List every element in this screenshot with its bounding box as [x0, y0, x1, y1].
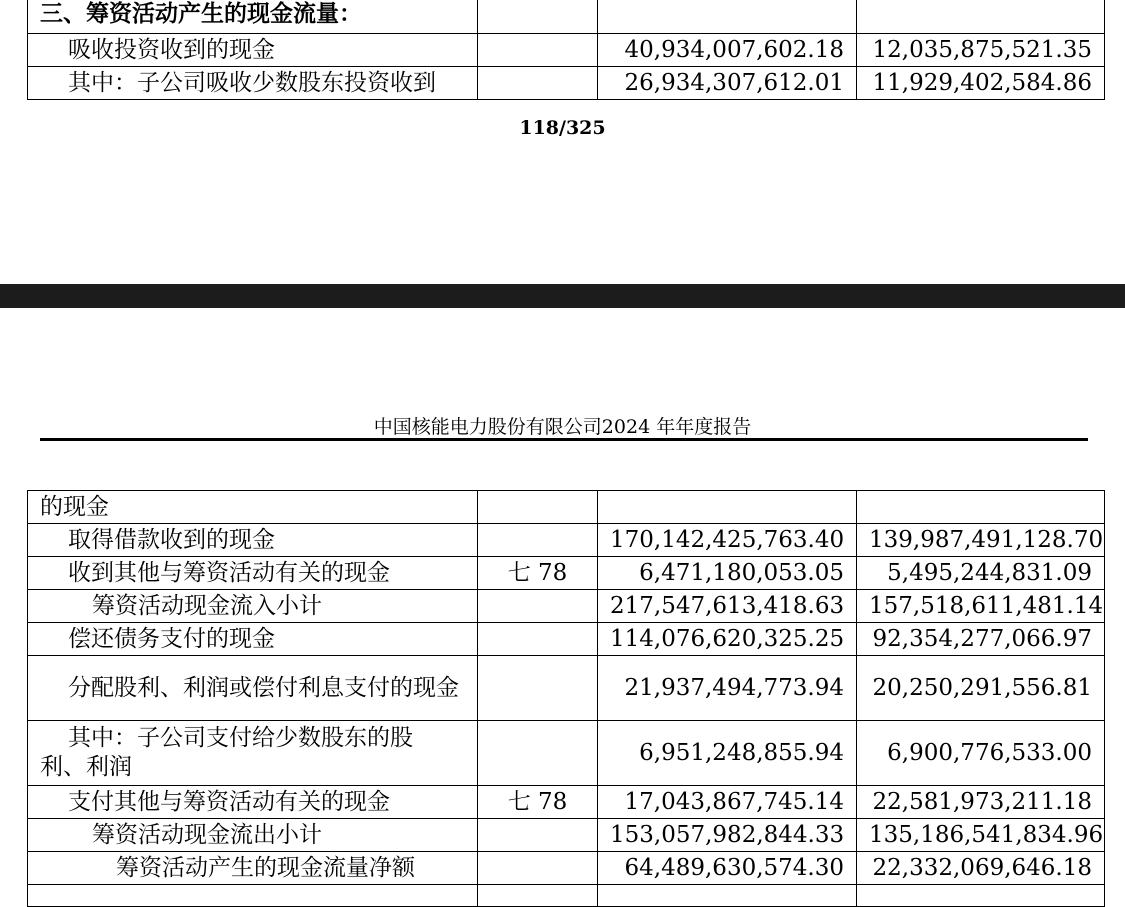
subtotal-label: 筹资活动现金流入小计 — [28, 590, 478, 623]
table-row — [28, 491, 1105, 524]
previous-amount-cell: 92,354,277,066.97 — [857, 623, 1105, 656]
current-amount-cell: 26,934,307,612.01 — [598, 67, 857, 100]
current-amount-cell: 114,076,620,325.25 — [598, 623, 857, 656]
row-label: 偿还债务支付的现金 — [28, 623, 478, 656]
previous-amount-cell — [857, 0, 1105, 34]
page-header: 中国核能电力股份有限公司2024 年年度报告 — [373, 416, 752, 438]
current-amount-cell — [598, 491, 857, 524]
table-row — [28, 67, 1105, 100]
note-cell — [478, 852, 598, 885]
previous-amount-cell: 139,987,491,128.70 — [857, 524, 1105, 557]
note-cell: 七 78 — [478, 557, 598, 590]
current-amount-cell: 6,951,248,855.94 — [598, 721, 857, 786]
row-label: 其中：子公司吸收少数股东投资收到 — [28, 67, 478, 100]
table-row — [28, 852, 1105, 885]
previous-amount-cell: 11,929,402,584.86 — [857, 67, 1105, 100]
note-cell — [478, 34, 598, 67]
note-cell: 七 78 — [478, 786, 598, 819]
current-amount-cell: 153,057,982,844.33 — [598, 819, 857, 852]
note-cell — [478, 656, 598, 721]
row-label: 吸收投资收到的现金 — [28, 34, 478, 67]
previous-amount-cell: 22,332,069,646.18 — [857, 852, 1105, 885]
current-amount-cell: 17,043,867,745.14 — [598, 786, 857, 819]
table-row — [28, 590, 1105, 623]
previous-amount-cell: 20,250,291,556.81 — [857, 656, 1105, 721]
net-total-label: 筹资活动产生的现金流量净额 — [28, 852, 478, 885]
table-row — [28, 524, 1105, 557]
current-amount-cell: 217,547,613,418.63 — [598, 590, 857, 623]
row-label: 收到其他与筹资活动有关的现金 — [28, 557, 478, 590]
page-number: 118/325 — [519, 117, 606, 139]
note-cell — [478, 819, 598, 852]
row-label: 其中：子公司支付给少数股东的股利、利润 — [28, 721, 478, 786]
table-row — [28, 656, 1105, 721]
table-row — [28, 885, 1105, 907]
page-separator — [0, 284, 1125, 308]
previous-amount-cell — [857, 885, 1105, 907]
note-cell — [478, 0, 598, 34]
table-row — [28, 819, 1105, 852]
table-row — [28, 786, 1105, 819]
row-label — [28, 885, 478, 907]
current-amount-cell: 40,934,007,602.18 — [598, 34, 857, 67]
note-cell — [478, 721, 598, 786]
current-amount-cell — [598, 0, 857, 34]
note-cell — [478, 590, 598, 623]
note-cell — [478, 623, 598, 656]
row-label: 的现金 — [28, 491, 478, 524]
current-amount-cell: 6,471,180,053.05 — [598, 557, 857, 590]
cash-flow-table-bottom — [27, 490, 1105, 907]
subtotal-label: 筹资活动现金流出小计 — [28, 819, 478, 852]
current-amount-cell: 170,142,425,763.40 — [598, 524, 857, 557]
note-cell — [478, 67, 598, 100]
header-rule — [40, 438, 1088, 441]
table-row — [28, 623, 1105, 656]
previous-amount-cell: 6,900,776,533.00 — [857, 721, 1105, 786]
table-row — [28, 0, 1105, 34]
section-heading: 三、筹资活动产生的现金流量： — [28, 0, 478, 34]
previous-amount-cell: 12,035,875,521.35 — [857, 34, 1105, 67]
row-label: 分配股利、利润或偿付利息支付的现金 — [28, 656, 478, 721]
note-cell — [478, 524, 598, 557]
previous-amount-cell: 157,518,611,481.14 — [857, 590, 1105, 623]
previous-amount-cell: 135,186,541,834.96 — [857, 819, 1105, 852]
previous-amount-cell: 5,495,244,831.09 — [857, 557, 1105, 590]
table-row — [28, 721, 1105, 786]
previous-amount-cell: 22,581,973,211.18 — [857, 786, 1105, 819]
row-label: 支付其他与筹资活动有关的现金 — [28, 786, 478, 819]
note-cell — [478, 491, 598, 524]
note-cell — [478, 885, 598, 907]
table-row — [28, 34, 1105, 67]
current-amount-cell — [598, 885, 857, 907]
previous-amount-cell — [857, 491, 1105, 524]
current-amount-cell: 21,937,494,773.94 — [598, 656, 857, 721]
row-label: 取得借款收到的现金 — [28, 524, 478, 557]
table-row — [28, 557, 1105, 590]
cash-flow-table-top — [27, 0, 1105, 100]
current-amount-cell: 64,489,630,574.30 — [598, 852, 857, 885]
